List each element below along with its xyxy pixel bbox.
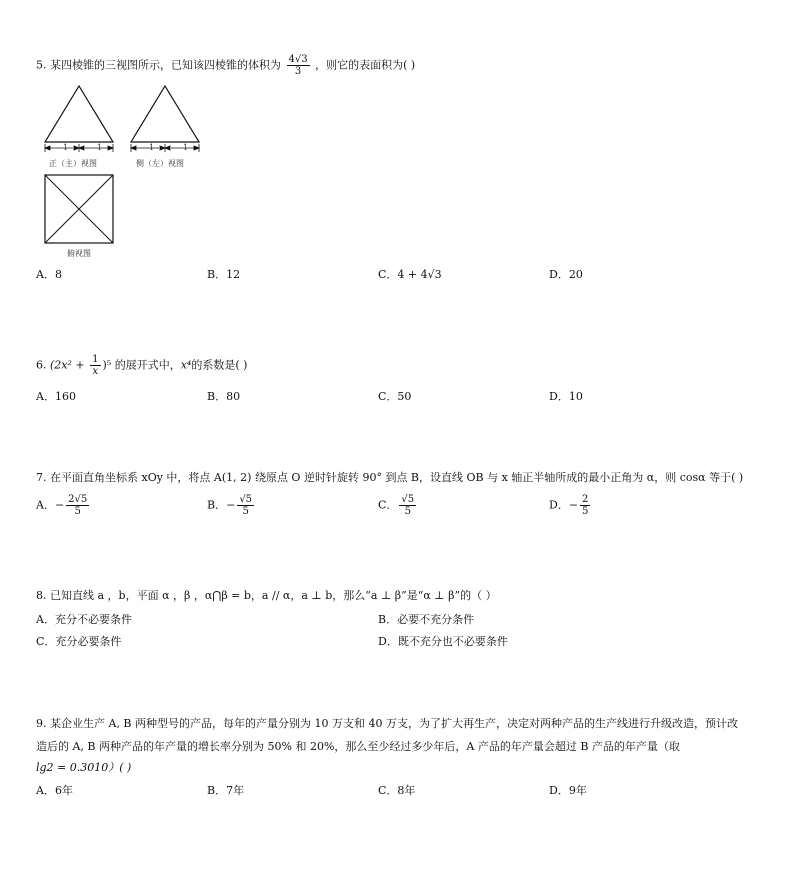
q9-stem-line2 bbox=[36, 739, 680, 755]
option-value: 160 bbox=[54, 390, 76, 403]
option-value: 10 bbox=[568, 390, 583, 403]
q7-stem bbox=[36, 470, 743, 486]
q6-expression-close: )⁵ bbox=[102, 358, 112, 372]
option-value: 50 bbox=[397, 390, 412, 403]
q9-stem-line3 bbox=[36, 760, 131, 776]
option-label: B． bbox=[207, 390, 227, 403]
question-number: 7. bbox=[36, 471, 47, 484]
q5-volume-fraction bbox=[287, 54, 310, 77]
q5-option-a[interactable] bbox=[36, 266, 62, 282]
q6-option-c[interactable] bbox=[378, 388, 411, 404]
q9-line2: 造后的 A, B 两种产品的年产量的增长率分别为 50% 和 20%，那么至少经过多少年后，A 产品的年产量会超过 B 产品的年产量（取 bbox=[36, 740, 680, 753]
q8-option-d[interactable] bbox=[378, 633, 508, 649]
option-value: 必要不充分条件 bbox=[397, 613, 475, 626]
q7-option-b[interactable] bbox=[207, 494, 256, 517]
q6-expression-fraction bbox=[90, 354, 100, 377]
dim-label-side-left: 1 bbox=[149, 143, 155, 152]
option-sign: − bbox=[568, 498, 579, 512]
option-value: 6年 bbox=[54, 784, 73, 797]
option-fraction bbox=[237, 494, 254, 517]
front-view-triangle bbox=[45, 86, 113, 142]
option-label: B． bbox=[207, 268, 227, 281]
option-label: C． bbox=[378, 498, 398, 512]
option-label: A． bbox=[36, 268, 55, 281]
fraction-numerator: 1 bbox=[92, 354, 99, 365]
fraction-denominator: 3 bbox=[294, 66, 302, 77]
option-label: D． bbox=[378, 635, 398, 648]
question-number: 6. bbox=[36, 358, 47, 372]
option-label: B． bbox=[207, 784, 227, 797]
fraction-numerator: √5 bbox=[239, 494, 253, 505]
side-dimension-lines bbox=[131, 144, 199, 152]
option-label: B． bbox=[207, 498, 227, 512]
q5-option-b[interactable] bbox=[207, 266, 240, 282]
q9-option-d[interactable] bbox=[549, 782, 587, 798]
q7-text: 在平面直角坐标系 xOy 中，将点 A(1, 2) 绕原点 O 逆时针旋转 90° 到点 B，设直线 OB 与 x 轴正半轴所成的最小正角为 α，则 cosα 等于( ) bbox=[50, 471, 744, 484]
option-label: C． bbox=[36, 635, 56, 648]
option-value: 12 bbox=[226, 268, 241, 281]
option-fraction bbox=[399, 494, 416, 517]
dim-label-front-right: 1 bbox=[97, 143, 103, 152]
option-value: 7年 bbox=[226, 784, 245, 797]
question-number: 5. bbox=[36, 58, 47, 72]
q6-term: x⁴ bbox=[180, 358, 192, 372]
q9-stem-line1 bbox=[36, 716, 738, 732]
q5-text-after: ，则它的表面积为( ) bbox=[315, 58, 416, 72]
q6-expression-open: (2x² + bbox=[50, 358, 89, 372]
option-label: A． bbox=[36, 390, 55, 403]
q6-option-d[interactable] bbox=[549, 388, 583, 404]
option-label: D． bbox=[549, 390, 569, 403]
q9-line3: lg2 = 0.3010）( ) bbox=[36, 761, 132, 774]
q6-text-after: 的系数是( ) bbox=[191, 358, 248, 372]
question-number: 8. bbox=[36, 589, 47, 602]
q5-option-d[interactable] bbox=[549, 266, 583, 282]
q6-stem bbox=[36, 354, 247, 377]
q8-option-a[interactable] bbox=[36, 611, 132, 627]
dim-label-side-right: 1 bbox=[183, 143, 189, 152]
q5-stem bbox=[36, 54, 415, 77]
option-sign: − bbox=[54, 498, 65, 512]
dim-label-front-left: 1 bbox=[63, 143, 69, 152]
q9-option-a[interactable] bbox=[36, 782, 73, 798]
option-sign: − bbox=[226, 498, 236, 512]
option-value: 80 bbox=[226, 390, 241, 403]
q9-line1: 某企业生产 A, B 两种型号的产品，每年的产量分别为 10 万支和 40 万支，为了扩大再生产，决定对两种产品的生产线进行升级改造，预计改 bbox=[50, 717, 738, 730]
option-value: 9年 bbox=[568, 784, 587, 797]
option-fraction bbox=[66, 494, 89, 517]
fraction-numerator: 2√5 bbox=[68, 494, 88, 505]
fraction-denominator: 5 bbox=[242, 506, 249, 517]
q8-option-c[interactable] bbox=[36, 633, 121, 649]
q9-option-b[interactable] bbox=[207, 782, 244, 798]
q6-option-a[interactable] bbox=[36, 388, 76, 404]
side-view-caption: 侧（左）视图 bbox=[136, 159, 184, 168]
q9-option-c[interactable] bbox=[378, 782, 415, 798]
q8-option-b[interactable] bbox=[378, 611, 474, 627]
option-label: C． bbox=[378, 390, 398, 403]
option-value: 8年 bbox=[397, 784, 416, 797]
option-label: D． bbox=[549, 784, 569, 797]
fraction-numerator: √5 bbox=[401, 494, 415, 505]
fraction-denominator: 5 bbox=[404, 506, 411, 517]
q5-text-before: 某四棱锥的三视图所示，已知该四棱锥的体积为 bbox=[50, 58, 281, 72]
option-label: C． bbox=[378, 784, 398, 797]
option-label: D． bbox=[549, 268, 569, 281]
q6-text-mid: 的展开式中， bbox=[114, 358, 181, 372]
option-label: A． bbox=[36, 784, 55, 797]
fraction-denominator: 5 bbox=[582, 506, 589, 517]
top-view-caption: 俯视图 bbox=[67, 249, 91, 258]
q8-text: 已知直线 a ，b，平面 α ，β ，α⋂β = b，a // α，a ⊥ b，那么“a ⊥ β”是“α ⊥ β”的（ ） bbox=[50, 589, 497, 602]
option-label: B． bbox=[378, 613, 398, 626]
q5-option-c[interactable] bbox=[378, 266, 442, 282]
option-value: 充分不必要条件 bbox=[54, 613, 132, 626]
option-value: 充分必要条件 bbox=[55, 635, 122, 648]
q7-option-d[interactable] bbox=[549, 494, 592, 517]
fraction-denominator: 5 bbox=[74, 506, 81, 517]
side-view-triangle bbox=[131, 86, 199, 142]
option-label: A． bbox=[36, 613, 55, 626]
option-fraction bbox=[580, 494, 590, 517]
option-label: A． bbox=[36, 498, 55, 512]
q7-option-a[interactable] bbox=[36, 494, 91, 517]
option-value: 4 + 4√3 bbox=[397, 268, 442, 281]
q7-option-c[interactable] bbox=[378, 494, 418, 517]
option-label: D． bbox=[549, 498, 569, 512]
option-value: 既不充分也不必要条件 bbox=[397, 635, 508, 648]
option-label: C． bbox=[378, 268, 398, 281]
fraction-numerator: 4√3 bbox=[288, 54, 308, 65]
q8-stem bbox=[36, 588, 497, 604]
fraction-numerator: 2 bbox=[582, 494, 589, 505]
question-number: 9. bbox=[36, 717, 47, 730]
q6-option-b[interactable] bbox=[207, 388, 240, 404]
option-value: 20 bbox=[568, 268, 583, 281]
fraction-denominator: x bbox=[92, 366, 99, 377]
front-dimension-lines bbox=[45, 144, 113, 152]
option-value: 8 bbox=[54, 268, 62, 281]
front-view-caption: 正（主）视图 bbox=[49, 159, 97, 168]
